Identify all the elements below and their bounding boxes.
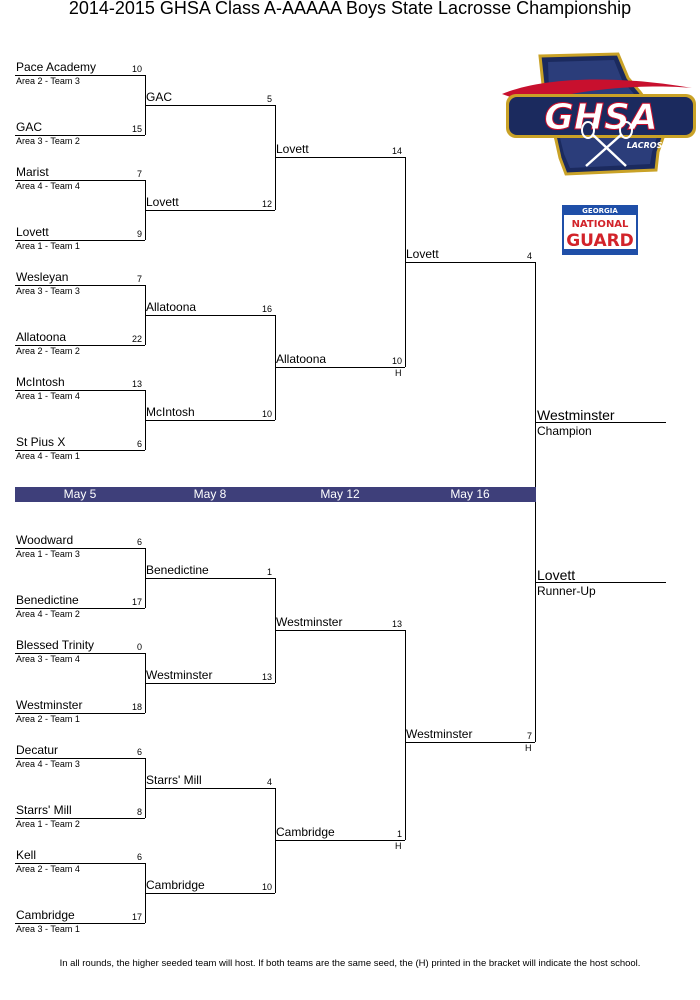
team-score-r2-1: 12	[261, 199, 272, 209]
bracket-line	[405, 262, 535, 263]
team-score-r1-3: 9	[136, 229, 142, 239]
team-name-r4-1: Westminster	[406, 727, 473, 741]
sponsor-line3: GUARD	[566, 231, 634, 251]
host-marker-r3-3: H	[395, 841, 402, 851]
team-name-r1-8: Woodward	[16, 533, 74, 547]
team-name-r1-2: Marist	[16, 165, 49, 179]
sponsor-line1: GEORGIA	[582, 207, 618, 215]
team-score-r2-4: 1	[266, 567, 272, 577]
team-score-r3-0: 14	[391, 146, 402, 156]
team-score-r1-14: 6	[136, 852, 142, 862]
team-score-r3-2: 13	[391, 619, 402, 629]
team-seed-r1-8: Area 1 - Team 3	[16, 549, 80, 559]
team-name-r2-3: McIntosh	[146, 405, 195, 419]
team-score-r1-15: 17	[131, 912, 142, 922]
team-score-r1-9: 17	[131, 597, 142, 607]
team-score-r1-10: 0	[136, 642, 142, 652]
team-score-r1-6: 13	[131, 379, 142, 389]
team-seed-r1-11: Area 2 - Team 1	[16, 714, 80, 724]
logo-text: GHSA	[544, 97, 658, 138]
team-seed-r1-7: Area 4 - Team 1	[16, 451, 80, 461]
champion-label: Champion	[537, 424, 592, 438]
runner-up-line	[536, 582, 666, 583]
team-name-r1-7: St Pius X	[16, 435, 66, 449]
team-name-r2-5: Westminster	[146, 668, 213, 682]
team-name-r2-6: Starrs' Mill	[146, 773, 202, 787]
team-seed-r1-0: Area 2 - Team 3	[16, 76, 80, 86]
team-score-r1-0: 10	[131, 64, 142, 74]
team-name-r3-3: Cambridge	[276, 825, 335, 839]
team-seed-r1-5: Area 2 - Team 2	[16, 346, 80, 356]
team-score-r1-11: 18	[131, 702, 142, 712]
team-name-r1-14: Kell	[16, 848, 37, 862]
team-name-r1-6: McIntosh	[16, 375, 65, 389]
team-name-r1-1: GAC	[16, 120, 43, 134]
team-name-r1-12: Decatur	[16, 743, 59, 757]
bracket-line	[145, 683, 275, 684]
team-name-r1-15: Cambridge	[16, 908, 75, 922]
team-score-r1-4: 7	[136, 274, 142, 284]
team-name-r1-4: Wesleyan	[16, 270, 69, 284]
team-seed-r1-13: Area 1 - Team 2	[16, 819, 80, 829]
team-name-r3-1: Allatoona	[276, 352, 327, 366]
champion-name: Westminster	[537, 407, 615, 423]
team-seed-r1-9: Area 4 - Team 2	[16, 609, 80, 619]
bracket-line	[145, 210, 275, 211]
bracket-connector-r4-0	[535, 262, 536, 742]
team-name-r1-10: Blessed Trinity	[16, 638, 95, 652]
team-score-r1-7: 6	[136, 439, 142, 449]
team-name-r2-1: Lovett	[146, 195, 179, 209]
team-seed-r1-6: Area 1 - Team 4	[16, 391, 80, 401]
team-score-r1-5: 22	[131, 334, 142, 344]
bracket-line	[145, 420, 275, 421]
ghsa-lacrosse-logo	[500, 48, 700, 178]
runner-up-name: Lovett	[537, 567, 576, 583]
bracket-line	[405, 742, 535, 743]
team-seed-r1-15: Area 3 - Team 1	[16, 924, 80, 934]
team-score-r2-0: 5	[266, 94, 272, 104]
team-score-r4-1: 7	[526, 731, 532, 741]
date-round-3: May 12	[320, 487, 360, 501]
team-name-r2-4: Benedictine	[146, 563, 209, 577]
page-title: 2014-2015 GHSA Class A-AAAAA Boys State Lacrosse Championship	[68, 0, 632, 18]
champion-line	[536, 422, 666, 423]
team-score-r4-0: 4	[526, 251, 532, 261]
national-guard-sponsor-logo	[562, 205, 638, 255]
team-name-r3-2: Westminster	[276, 615, 343, 629]
team-score-r2-3: 10	[261, 409, 272, 419]
team-name-r2-2: Allatoona	[146, 300, 197, 314]
bracket-line	[145, 105, 275, 106]
footnote: In all rounds, the higher seeded team will host. If both teams are the same seed, the (H) printed in the bracket will indicate the host school.	[59, 958, 641, 969]
team-score-r1-8: 6	[136, 537, 142, 547]
date-round-2: May 8	[193, 487, 227, 501]
team-score-r2-6: 4	[266, 777, 272, 787]
team-name-r4-0: Lovett	[406, 247, 439, 261]
team-score-r2-5: 13	[261, 672, 272, 682]
team-name-r1-9: Benedictine	[16, 593, 79, 607]
date-round-1: May 5	[63, 487, 97, 501]
team-name-r1-5: Allatoona	[16, 330, 67, 344]
team-seed-r1-12: Area 4 - Team 3	[16, 759, 80, 769]
runner-up-label: Runner-Up	[537, 584, 596, 598]
bracket-line	[275, 157, 405, 158]
team-name-r3-0: Lovett	[276, 142, 309, 156]
team-score-r1-2: 7	[136, 169, 142, 179]
team-seed-r1-2: Area 4 - Team 4	[16, 181, 80, 191]
team-name-r1-0: Pace Academy	[16, 60, 97, 74]
team-score-r1-13: 8	[136, 807, 142, 817]
date-round-4: May 16	[450, 487, 490, 501]
bracket-line	[145, 893, 275, 894]
host-marker-r4-1: H	[525, 743, 532, 753]
logo-subtext: LACROSSE	[626, 141, 674, 150]
sponsor-line2: NATIONAL	[571, 219, 629, 230]
bracket-line	[275, 630, 405, 631]
team-score-r2-7: 10	[261, 882, 272, 892]
bracket-line	[275, 840, 405, 841]
team-seed-r1-1: Area 3 - Team 2	[16, 136, 80, 146]
team-name-r2-0: GAC	[146, 90, 173, 104]
team-name-r2-7: Cambridge	[146, 878, 205, 892]
team-name-r1-13: Starrs' Mill	[16, 803, 72, 817]
team-seed-r1-4: Area 3 - Team 3	[16, 286, 80, 296]
team-score-r3-1: 10	[391, 356, 402, 366]
team-name-r1-11: Westminster	[16, 698, 83, 712]
bracket-line	[275, 367, 405, 368]
team-score-r1-1: 15	[131, 124, 142, 134]
team-seed-r1-3: Area 1 - Team 1	[16, 241, 80, 251]
host-marker-r3-1: H	[395, 368, 402, 378]
team-seed-r1-14: Area 2 - Team 4	[16, 864, 80, 874]
team-score-r1-12: 6	[136, 747, 142, 757]
bracket-line	[145, 788, 275, 789]
bracket-line	[145, 315, 275, 316]
team-seed-r1-10: Area 3 - Team 4	[16, 654, 80, 664]
round-dates-bar	[15, 487, 536, 502]
team-name-r1-3: Lovett	[16, 225, 49, 239]
team-score-r3-3: 1	[396, 829, 402, 839]
team-score-r2-2: 16	[261, 304, 272, 314]
bracket-line	[145, 578, 275, 579]
